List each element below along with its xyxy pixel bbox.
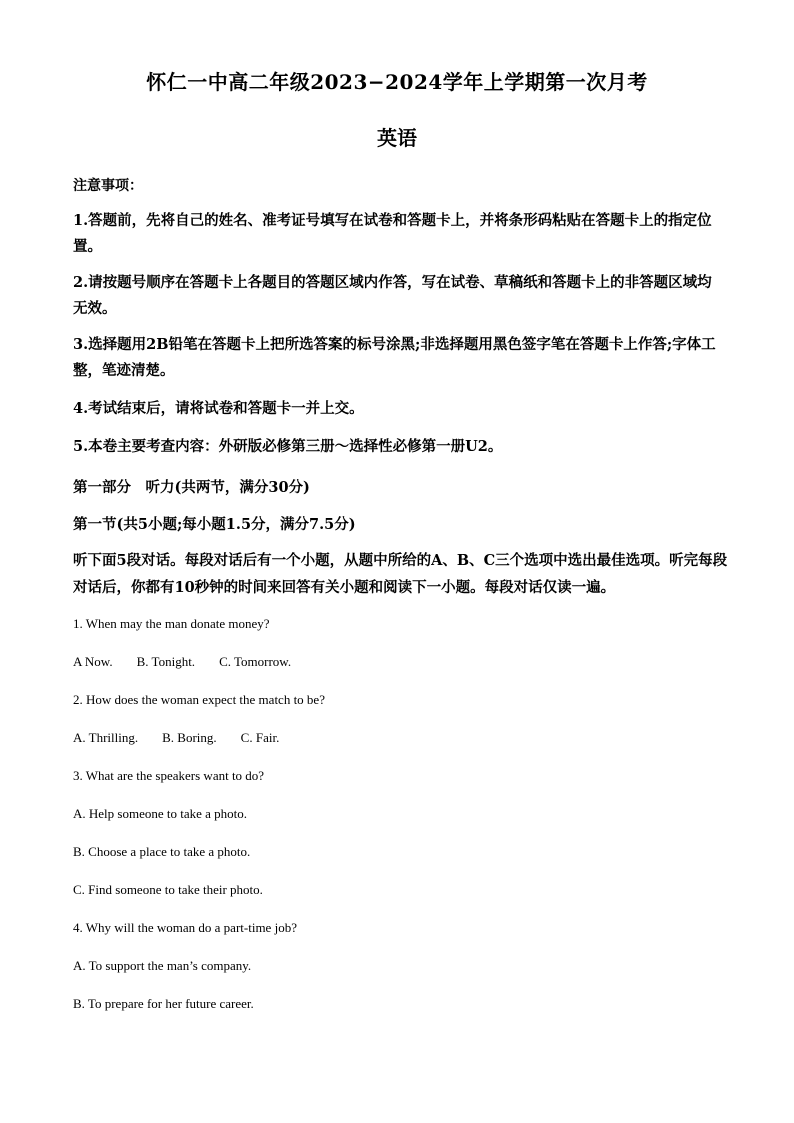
question-3-option-b: B. Choose a place to take a photo. bbox=[73, 844, 251, 859]
question-3-option-a: A. Help someone to take a photo. bbox=[73, 806, 248, 821]
notice-rule-3: 3.选择题用2B铅笔在答题卡上把所选答案的标号涂黑;非选择题用黑色签字笔在答题卡上作答;字体工整，笔迹清楚。 bbox=[73, 336, 716, 379]
exam-subject: 英语 bbox=[377, 126, 417, 150]
question-3: 3. What are the speakers want to do? bbox=[73, 768, 265, 783]
question-4-option-a: A. To support the man’s company. bbox=[73, 958, 252, 973]
question-2: 2. How does the woman expect the match to be? bbox=[73, 692, 325, 707]
option-a: A Now. bbox=[73, 654, 113, 669]
notice-rule-2: 2.请按题号顺序在答题卡上各题目的答题区域内作答，写在试卷、草稿纸和答题卡上的非答题区域均无效。 bbox=[73, 274, 712, 317]
option-c: C. Fair. bbox=[240, 730, 280, 745]
question-1: 1. When may the man donate money? bbox=[73, 616, 270, 631]
question-3-option-c: C. Find someone to take their photo. bbox=[73, 882, 263, 897]
option-c: C. Tomorrow. bbox=[219, 654, 292, 669]
question-2-options bbox=[73, 730, 303, 746]
question-4: 4. Why will the woman do a part-time job? bbox=[73, 920, 297, 935]
option-b: B. Tonight. bbox=[136, 654, 196, 669]
exam-title: 怀仁一中高二年级2023−2024学年上学期第一次月考 bbox=[146, 70, 648, 94]
option-b: B. Boring. bbox=[162, 730, 217, 745]
question-4-option-b: B. To prepare for her future career. bbox=[73, 996, 254, 1011]
question-1-options bbox=[73, 654, 315, 670]
notice-rule-1: 1.答题前，先将自己的姓名、准考证号填写在试卷和答题卡上，并将条形码粘贴在答题卡上的指定位置。 bbox=[73, 212, 712, 255]
subsection-heading: 第一节(共5小题;每小题1.5分，满分7.5分) bbox=[73, 516, 356, 533]
notice-rule-5: 5.本卷主要考查内容：外研版必修第三册～选择性必修第一册U2。 bbox=[73, 438, 503, 455]
notice-heading: 注意事项： bbox=[73, 178, 143, 194]
notice-rule-4: 4.考试结束后，请将试卷和答题卡一并上交。 bbox=[73, 400, 364, 417]
part-heading: 第一部分 听力(共两节，满分30分) bbox=[73, 479, 310, 496]
option-a: A. Thrilling. bbox=[73, 730, 139, 745]
listening-instruction: 听下面5段对话。每段对话后有一个小题，从题中所给的A、B、C三个选项中选出最佳选项。听完每段对话后，你都有10秒钟的时间来回答有关小题和阅读下一小题。每段对话仅读一遍。 bbox=[73, 552, 728, 596]
